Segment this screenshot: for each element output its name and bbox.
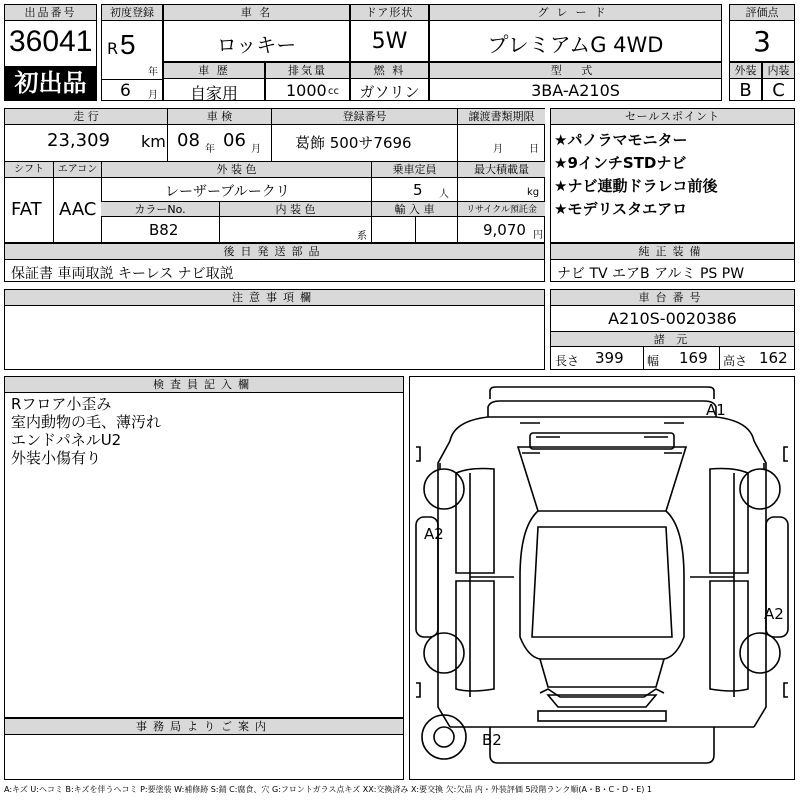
- shift-label: シフト: [5, 162, 53, 178]
- chassis-number: A210S-0020386: [608, 309, 737, 328]
- door-box: [350, 4, 429, 62]
- reg-month: 6: [120, 81, 131, 101]
- exterior-color: レーザーブルークリ: [165, 184, 290, 200]
- reg-year-unit: 年: [148, 67, 158, 78]
- inspector-box: [4, 376, 404, 718]
- mileage-label: 走 行: [5, 109, 167, 125]
- fuel-label: 燃 料: [351, 63, 428, 79]
- fuel: ガソリン: [359, 83, 420, 101]
- chassis-box: [550, 289, 795, 370]
- import-label: 輸 入 車: [371, 201, 457, 217]
- sales-points-list: [554, 129, 717, 221]
- inspection-month-unit: 月: [251, 144, 261, 155]
- first-registration-label: 初度登録: [102, 5, 162, 21]
- sales-point-item: ★9インチSTDナビ: [554, 154, 687, 172]
- recycle-fee: 9,070: [483, 221, 526, 239]
- length-label: 長さ: [555, 354, 580, 368]
- exterior-grade-box: [729, 62, 762, 101]
- transfer-month-unit: 月: [493, 144, 503, 155]
- equipment-text: ナビ TV エアB アルミ PS PW: [557, 266, 745, 282]
- history-label: 車 歴: [164, 63, 264, 79]
- equipment-label: 純正装備: [551, 244, 794, 260]
- office-box: [4, 718, 404, 780]
- reg-era: R: [107, 39, 119, 58]
- car-name-box: [163, 4, 350, 62]
- sales-points-box: [550, 108, 795, 243]
- score-box: [729, 4, 795, 62]
- recycle-unit: 円: [533, 230, 543, 241]
- capacity-label: 乗車定員: [371, 162, 457, 178]
- inspector-note-line: Rフロア小歪み: [11, 395, 112, 413]
- transfer-day-unit: 日: [529, 144, 539, 155]
- later-parts-text: 保証書 車両取説 キーレス ナビ取説: [11, 266, 234, 282]
- width-value: 169: [679, 349, 708, 367]
- inspector-label: 検査員記入欄: [5, 377, 403, 393]
- recycle-label: リサイクル預託金: [457, 201, 545, 217]
- inspection-label: 車 検: [167, 109, 271, 125]
- inspector-note-line: 室内動物の毛、薄汚れ: [11, 413, 162, 431]
- color-label: 外 装 色: [101, 162, 371, 178]
- dims-label: 諸 元: [551, 331, 794, 347]
- sales-points-label: セールスポイント: [551, 109, 794, 125]
- interior-grade-box: [762, 62, 795, 101]
- ac: AAC: [59, 199, 97, 220]
- car-name-label: 車 名: [164, 5, 349, 21]
- inspector-note-line: エンドパネルU2: [11, 431, 122, 449]
- car-outline-diagram: [410, 377, 794, 779]
- inspector-notes: [11, 395, 161, 467]
- car-diagram: [409, 376, 795, 780]
- damage-mark-a2-right: A2: [764, 605, 784, 623]
- reg-month-unit: 月: [148, 90, 158, 101]
- door-label: ドア形状: [351, 5, 428, 21]
- lot-label: 出品番号: [5, 5, 96, 21]
- score-label: 評価点: [730, 5, 794, 21]
- chassis-label: 車台番号: [551, 290, 794, 306]
- first-listing-badge: 初出品: [5, 66, 96, 100]
- capacity: 5: [413, 181, 423, 199]
- model-label: 型 式: [430, 63, 721, 79]
- sales-point-item: ★ナビ連動ドラレコ前後: [554, 177, 718, 195]
- notes-label: 注意事項欄: [5, 290, 544, 306]
- height-label: 高さ: [723, 354, 748, 368]
- displacement-label: 排気量: [266, 63, 349, 79]
- damage-mark-b2: B2: [482, 731, 502, 749]
- color-number: B82: [149, 221, 179, 239]
- displacement-unit: cc: [328, 86, 339, 97]
- transfer-label: 譲渡書類期限: [457, 109, 545, 125]
- equipment-box: [550, 243, 795, 282]
- grade-label: グレード: [430, 5, 721, 21]
- legend-footer: A:キズ U:ヘコミ B:キズを伴うヘコミ P:要塗装 W:補修跡 S:錆 C:腐食、穴 G:フロントガラス点キズ XX:交換済み X:要交換 欠:欠品 内・外装評価 5段階ランク順(A・B・C・D・E) 1: [4, 785, 653, 794]
- load-label: 最大積載量: [457, 162, 545, 178]
- door-type: 5W: [371, 29, 408, 54]
- color-no-label: カラーNo.: [101, 201, 219, 217]
- lot-number: 36041: [9, 25, 93, 58]
- displacement-box: [265, 62, 350, 101]
- reg-year: 5: [120, 29, 136, 60]
- office-label: 事務局よりご案内: [5, 719, 403, 735]
- damage-mark-a2-left: A2: [424, 525, 444, 543]
- capacity-unit: 人: [439, 189, 449, 200]
- height-value: 162: [759, 349, 788, 367]
- model-code: 3BA-A210S: [531, 81, 620, 100]
- car-name: ロッキー: [216, 33, 297, 57]
- shift: FAT: [11, 199, 42, 220]
- lot-box: [4, 4, 97, 101]
- exterior-grade-label: 外装: [730, 63, 761, 79]
- mileage: 23,309: [47, 130, 110, 151]
- mileage-unit: km: [141, 132, 166, 151]
- later-parts-box: [4, 243, 545, 282]
- history-box: [163, 62, 265, 101]
- grade-box: [429, 4, 722, 62]
- inspection-year: 08: [177, 130, 200, 151]
- damage-mark-a1: A1: [706, 401, 726, 419]
- inspector-note-line: 外装小傷有り: [11, 449, 102, 467]
- exterior-grade: B: [739, 80, 752, 101]
- first-registration-box: [101, 4, 163, 101]
- history: 自家用: [189, 84, 238, 103]
- length-value: 399: [595, 349, 624, 367]
- interior-grade: C: [772, 80, 785, 101]
- width-label: 幅: [647, 354, 660, 368]
- inspection-month: 06: [223, 130, 246, 151]
- model-box: [429, 62, 722, 101]
- ac-label: エアコン: [53, 162, 101, 178]
- details-block: [4, 108, 545, 243]
- sales-point-item: ★パノラマモニター: [554, 131, 688, 149]
- grade: プレミアムG 4WD: [487, 33, 664, 57]
- sales-point-item: ★モデリスタエアロ: [554, 200, 688, 218]
- interior-color-unit: 系: [357, 231, 367, 242]
- displacement: 1000: [286, 81, 327, 100]
- plate-number: 葛飾 500サ7696: [295, 134, 412, 152]
- load-unit: kg: [527, 187, 540, 198]
- fuel-box: [350, 62, 429, 101]
- interior-color-label: 内 装 色: [219, 201, 371, 217]
- score: 3: [753, 25, 771, 58]
- plate-label: 登録番号: [271, 109, 457, 125]
- later-parts-label: 後日発送部品: [5, 244, 544, 260]
- inspection-year-unit: 年: [205, 144, 215, 155]
- notes-box: [4, 289, 545, 370]
- interior-grade-label: 内装: [763, 63, 794, 79]
